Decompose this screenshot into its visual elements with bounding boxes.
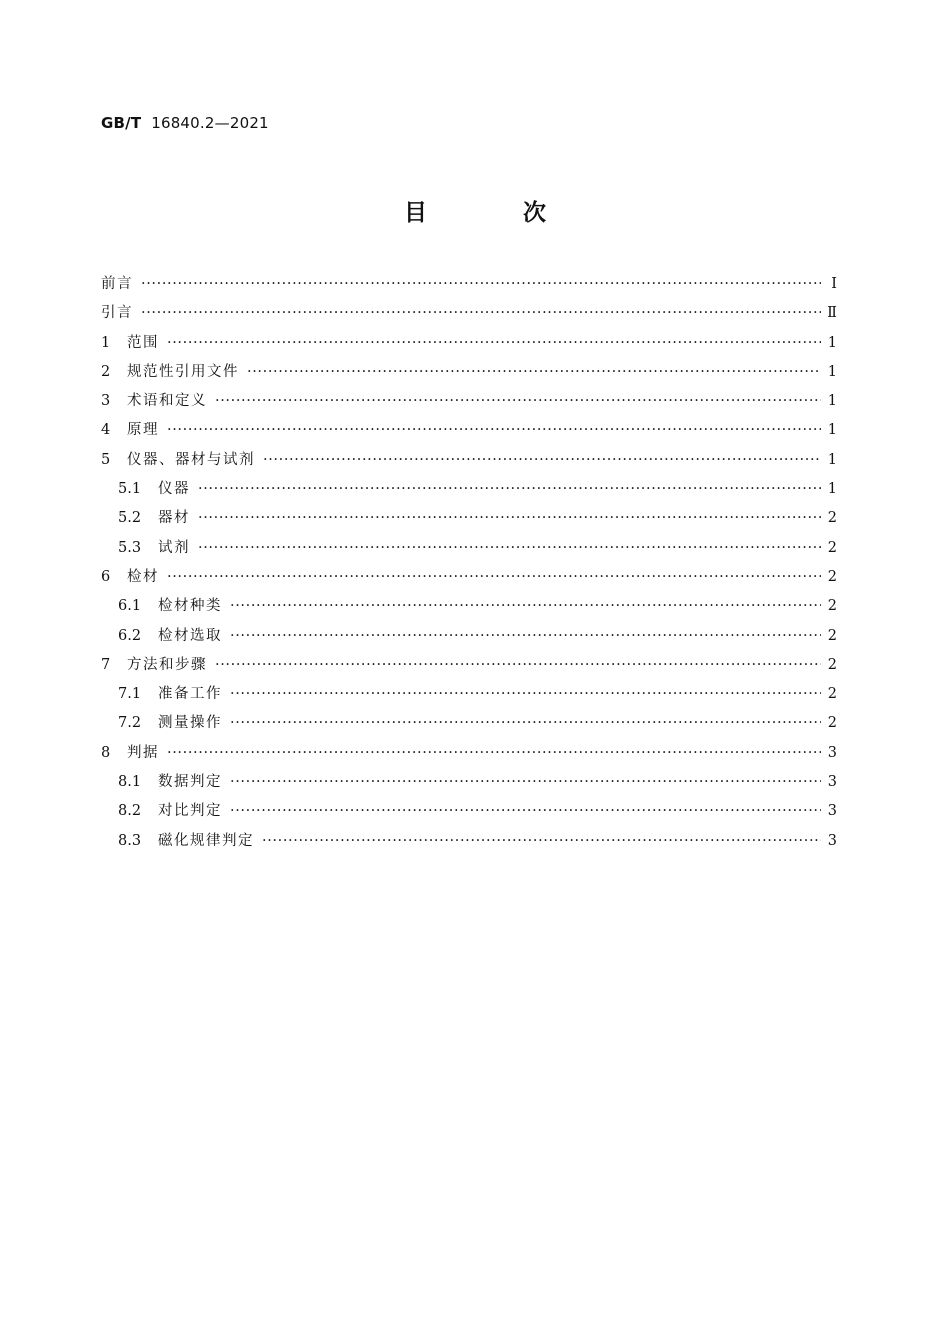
toc-entry-title: 数据判定	[158, 774, 222, 791]
toc-entry-page: 3	[827, 803, 837, 820]
toc-entry-title: 检材选取	[158, 627, 222, 644]
toc-entry-number: 8	[101, 744, 111, 761]
standard-prefix: GB/T	[101, 114, 142, 132]
toc-entry-page: 2	[827, 627, 837, 644]
toc-entry-number: 7	[101, 656, 111, 673]
toc-entry-page: 1	[827, 334, 837, 351]
toc-dot-leader	[215, 657, 821, 673]
toc-entry-number: 6	[101, 568, 111, 585]
toc-entry-page: 2	[827, 656, 837, 673]
toc-dot-leader	[198, 481, 821, 497]
toc-entry-title: 范围	[127, 334, 159, 351]
toc-dot-leader	[167, 569, 821, 585]
toc-entry-title: 检材	[127, 568, 159, 585]
toc-dot-leader	[230, 774, 821, 790]
toc-entry[interactable]	[101, 770, 837, 799]
toc-entry-title: 测量操作	[158, 715, 222, 732]
toc-dot-leader	[247, 364, 821, 380]
toc-entry[interactable]	[101, 536, 837, 565]
toc-entry-number: 6.2	[118, 627, 142, 644]
standard-code	[101, 114, 269, 132]
toc-entry[interactable]	[101, 360, 837, 389]
toc-entry-number: 2	[101, 363, 111, 380]
toc-entry-page: 1	[827, 393, 837, 410]
toc-entry-page: Ⅰ	[831, 276, 837, 292]
toc-entry[interactable]	[101, 741, 837, 770]
toc-entry[interactable]	[101, 829, 837, 858]
toc-entry[interactable]	[101, 653, 837, 682]
toc-entry-page: 1	[827, 422, 837, 439]
toc-entry[interactable]	[101, 477, 837, 506]
toc-entry-number: 6.1	[118, 598, 142, 615]
toc-entry-title: 规范性引用文件	[127, 363, 239, 380]
toc-entry-title: 检材种类	[158, 598, 222, 615]
toc-entry-page: 2	[827, 510, 837, 527]
toc-entry-number: 7.2	[118, 715, 142, 732]
toc-entry-number: 3	[101, 393, 111, 410]
toc-entry[interactable]	[101, 594, 837, 623]
toc-entry-page: 2	[827, 598, 837, 615]
toc-dot-leader	[230, 715, 821, 731]
toc-dot-leader	[141, 305, 821, 321]
toc-entry-number: 5.3	[118, 539, 142, 556]
toc-dot-leader	[215, 393, 821, 409]
toc-entry-page: 2	[827, 686, 837, 703]
toc-entry-number: 8.3	[118, 832, 142, 849]
toc-entry-page: 3	[827, 774, 837, 791]
toc-entry-title: 仪器、器材与试剂	[127, 451, 255, 468]
toc-entry-title: 磁化规律判定	[158, 832, 254, 849]
standard-number: 16840.2—2021	[151, 114, 269, 132]
toc-entry-title: 仪器	[158, 481, 190, 498]
toc-entry-title: 判据	[127, 744, 159, 761]
toc-dot-leader	[198, 510, 821, 526]
toc-entry-number: 5.1	[118, 481, 142, 498]
toc-entry-page: 3	[827, 832, 837, 849]
toc-entry-title: 方法和步骤	[127, 656, 207, 673]
toc-entry[interactable]	[101, 506, 837, 535]
toc-dot-leader	[230, 803, 821, 819]
toc-entry[interactable]	[101, 624, 837, 653]
toc-entry[interactable]	[101, 389, 837, 418]
toc-entry[interactable]	[101, 682, 837, 711]
toc-dot-leader	[230, 598, 821, 614]
toc-entry-page: 2	[827, 539, 837, 556]
toc-entry[interactable]	[101, 272, 837, 301]
table-of-contents	[101, 272, 837, 858]
toc-entry[interactable]	[101, 448, 837, 477]
toc-entry[interactable]	[101, 301, 837, 330]
page-title: 目 次	[403, 200, 590, 226]
toc-entry[interactable]	[101, 799, 837, 828]
toc-entry-number: 4	[101, 422, 111, 439]
toc-dot-leader	[230, 686, 821, 702]
toc-entry-number: 5	[101, 451, 111, 468]
toc-entry-title: 前言	[101, 276, 133, 292]
toc-entry-page: 1	[827, 481, 837, 498]
toc-entry-title: 对比判定	[158, 803, 222, 820]
toc-entry[interactable]	[101, 711, 837, 740]
toc-entry-title: 术语和定义	[127, 393, 207, 410]
toc-entry-page: 2	[827, 568, 837, 585]
toc-entry-title: 引言	[101, 305, 133, 322]
toc-entry-number: 5.2	[118, 510, 142, 527]
toc-entry-title: 试剂	[158, 539, 190, 556]
toc-dot-leader	[198, 540, 821, 556]
toc-entry-number: 8.2	[118, 803, 142, 820]
toc-dot-leader	[263, 452, 821, 468]
toc-entry-number: 7.1	[118, 686, 142, 703]
toc-dot-leader	[230, 628, 821, 644]
toc-dot-leader	[167, 745, 821, 761]
toc-entry-title: 准备工作	[158, 686, 222, 703]
toc-dot-leader	[141, 276, 821, 292]
toc-dot-leader	[167, 335, 821, 351]
toc-entry-page: 2	[827, 715, 837, 732]
toc-dot-leader	[167, 422, 821, 438]
toc-entry-page: Ⅱ	[827, 305, 837, 322]
toc-entry-page: 1	[827, 451, 837, 468]
toc-entry-number: 8.1	[118, 774, 142, 791]
toc-entry-title: 器材	[158, 510, 190, 527]
toc-entry-title: 原理	[127, 422, 159, 439]
toc-entry[interactable]	[101, 565, 837, 594]
toc-entry-number: 1	[101, 334, 111, 351]
toc-entry[interactable]	[101, 331, 837, 360]
toc-entry[interactable]	[101, 418, 837, 447]
toc-entry-page: 1	[827, 363, 837, 380]
toc-dot-leader	[262, 833, 821, 849]
toc-entry-page: 3	[827, 744, 837, 761]
